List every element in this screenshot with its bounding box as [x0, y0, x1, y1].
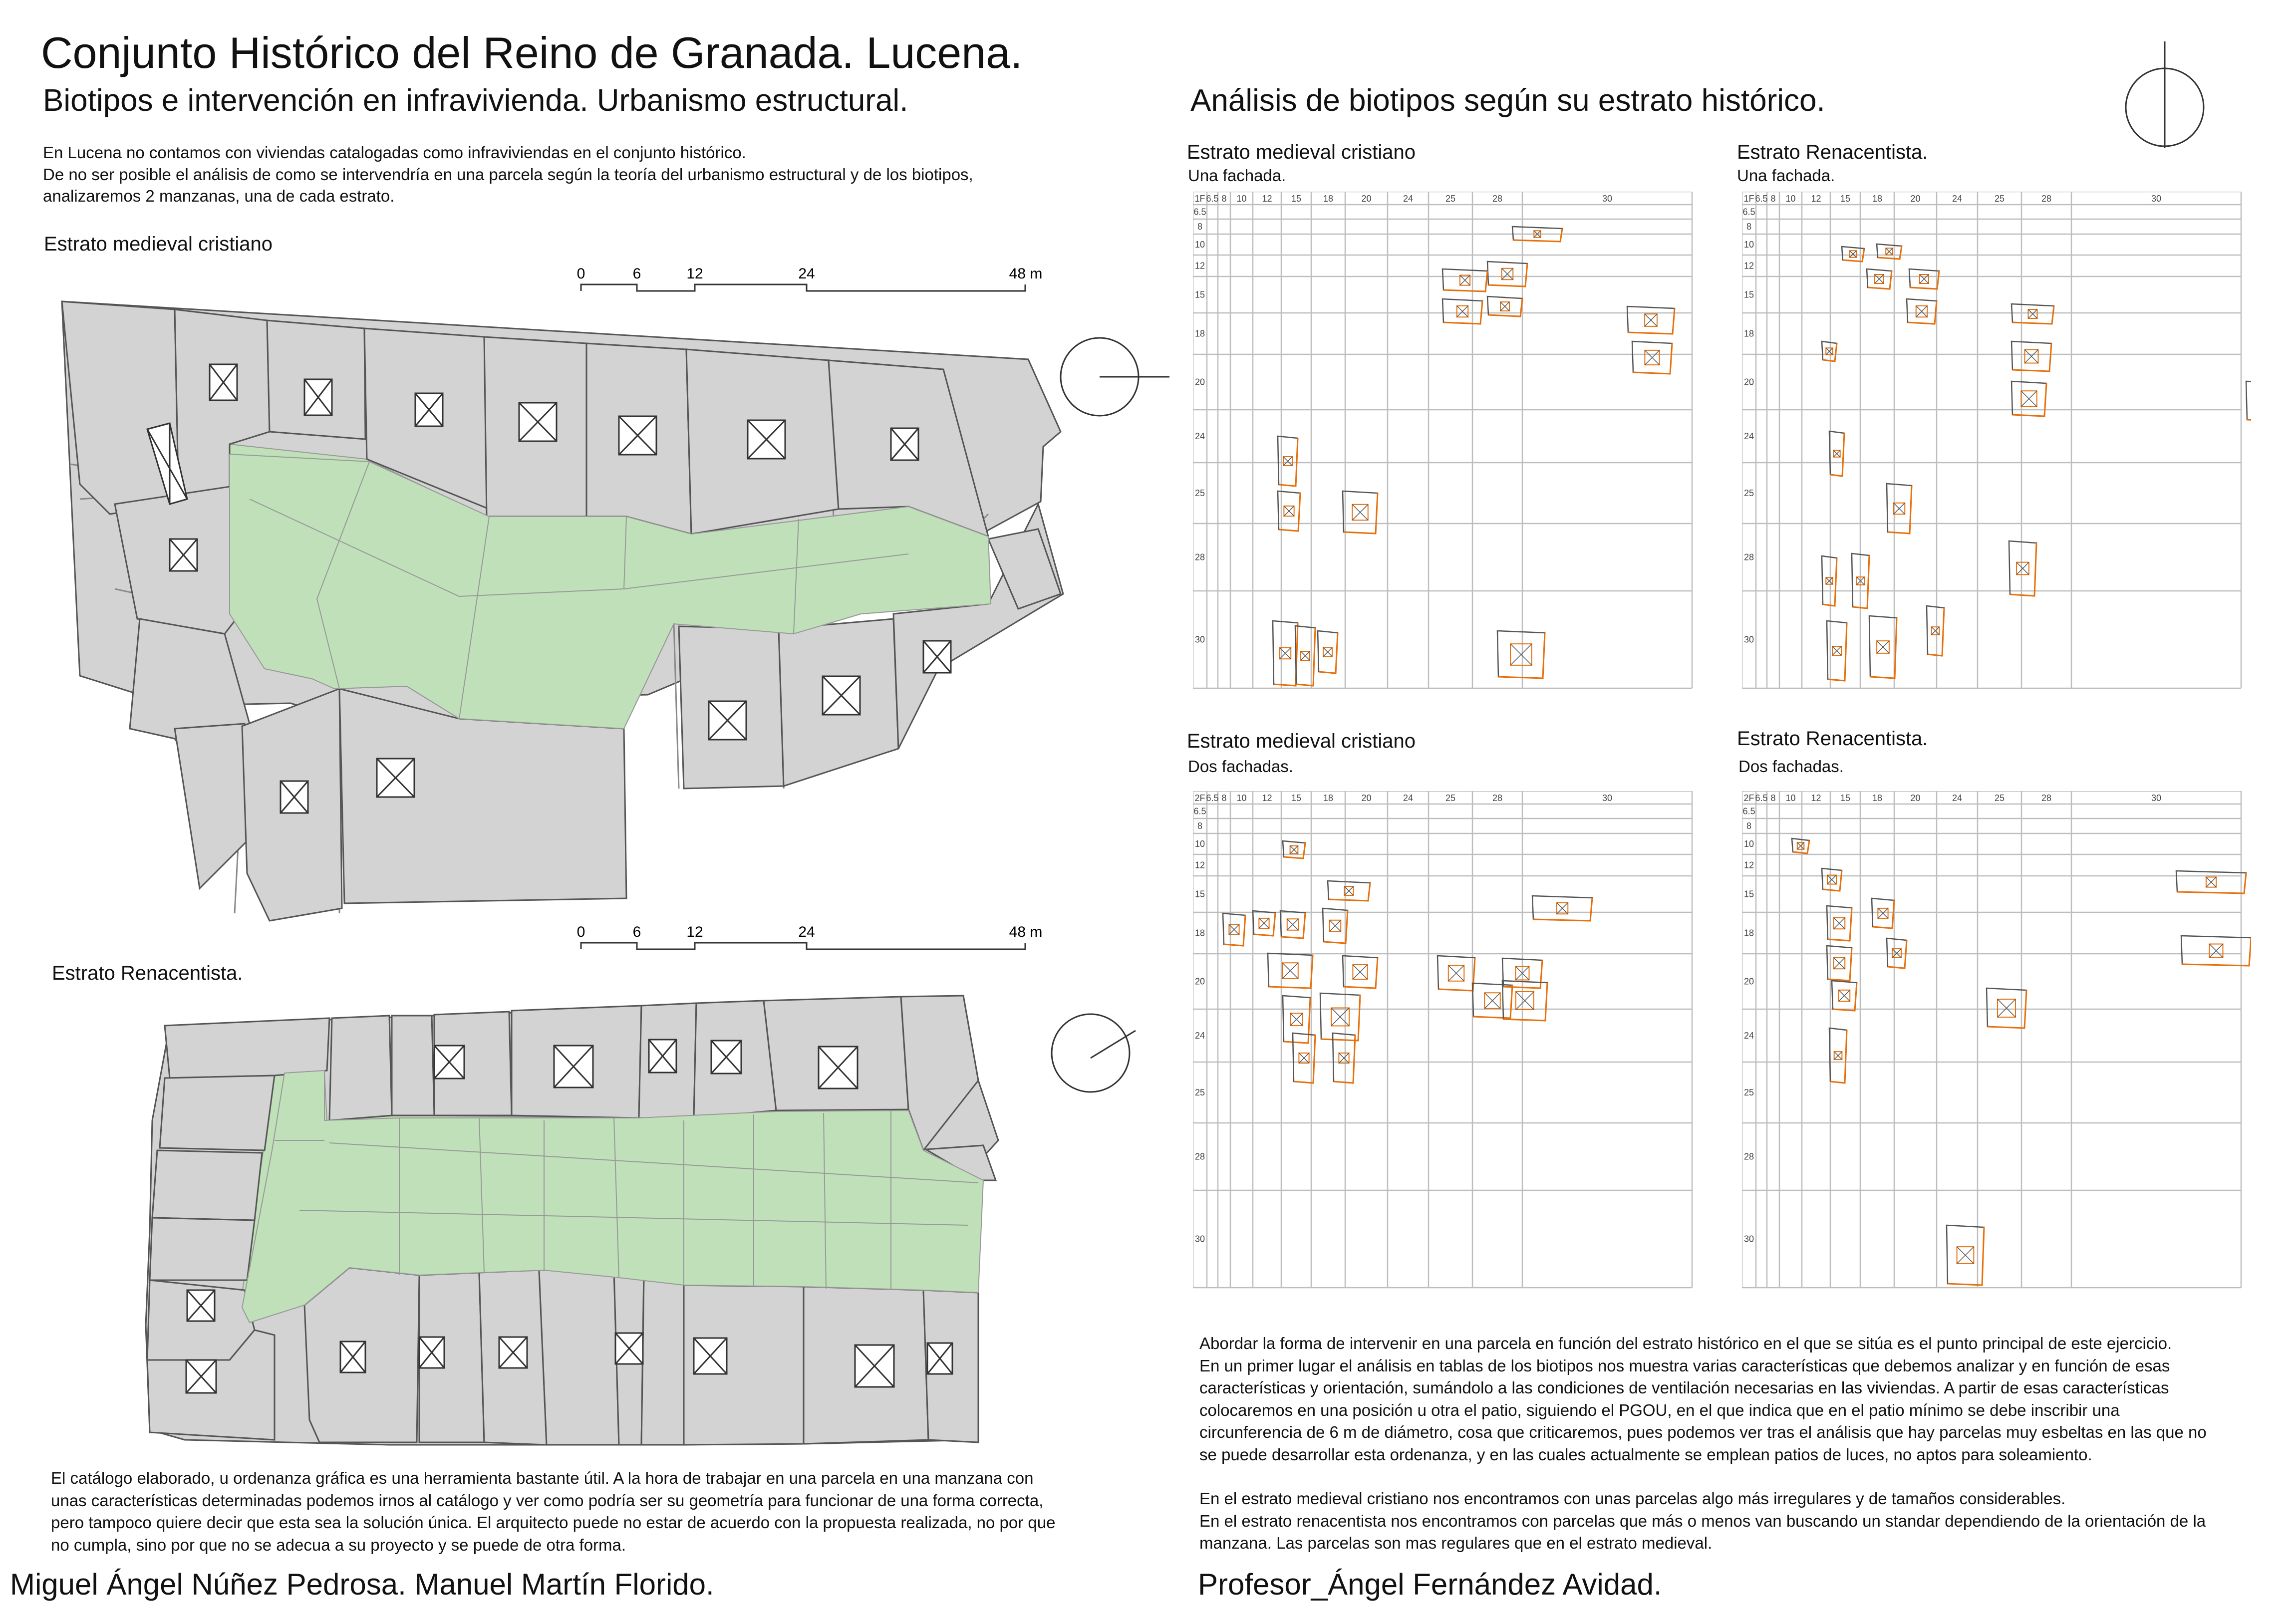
table1-subtitle: Una fachada. — [1188, 166, 1286, 185]
row-label: 10 — [1194, 839, 1205, 849]
row-label: 15 — [1194, 889, 1205, 899]
parcel-sketch — [1532, 896, 1592, 921]
column-label: 24 — [1403, 194, 1414, 204]
table3-grid — [1193, 791, 1702, 1290]
row-label: 30 — [1743, 634, 1754, 645]
scale-bar-renacentista — [574, 920, 1053, 960]
row-label: 18 — [1743, 328, 1754, 339]
column-label: 28 — [1492, 194, 1503, 204]
parcel-sketch — [1869, 616, 1897, 678]
table1-title: Estrato medieval cristiano — [1187, 141, 1416, 163]
row-label: 28 — [1743, 1151, 1754, 1162]
row-label: 10 — [1194, 240, 1205, 250]
parcel-sketch — [1437, 956, 1475, 991]
parcel-sketch — [1832, 981, 1857, 1011]
column-label: 18 — [1872, 194, 1883, 204]
text-line: manzana. Las parcelas son mas regulares que en el estrato medieval. — [1199, 1534, 1713, 1553]
column-label: 10 — [1785, 194, 1796, 204]
column-label: 6.5 — [1755, 793, 1768, 803]
parcel-sketch — [1283, 841, 1305, 858]
parcel-sketch — [1792, 838, 1809, 853]
column-label: 12 — [1262, 194, 1272, 204]
analysis-text — [1199, 1333, 2288, 1555]
page-subtitle: Biotipos e intervención en infravivienda. Urbanismo estructural. — [43, 83, 908, 118]
row-label: 8 — [1197, 222, 1203, 232]
parcel-sketch — [1927, 606, 1944, 656]
parcel-sketch — [2011, 381, 2046, 416]
analysis-title: Análisis de biotipos según su estrato histórico. — [1190, 83, 1825, 118]
parcel-sketch — [1909, 269, 1939, 289]
parcel-sketch — [1632, 341, 1672, 374]
text-line: se puede desarrollar esta ordenanza, y en las cuales actualmente se emplean patios de luces, no aptos para soleamiento. — [1199, 1445, 2092, 1464]
column-label: 25 — [1445, 793, 1456, 803]
column-label: 8 — [1770, 194, 1776, 204]
row-label: 30 — [1194, 1234, 1205, 1244]
parcel-sketch — [1442, 299, 1482, 324]
row-label: 15 — [1194, 289, 1205, 300]
north-arrow-icon — [2124, 37, 2224, 162]
text-line: Abordar la forma de intervenir en una parcela en función del estrato histórico en el que se sitúa es el punto principal de este ejercicio. — [1199, 1334, 2172, 1352]
parcel-sketch — [2009, 541, 2036, 596]
row-label: 30 — [1743, 1234, 1754, 1244]
parcel-sketch — [1872, 898, 1894, 928]
column-label: 24 — [1952, 194, 1963, 204]
text-line: no cumpla, sino por que no se adecua a su proyecto y se puede de otra forma. — [51, 1535, 626, 1554]
column-label: 30 — [2151, 793, 2162, 803]
row-label: 24 — [1194, 431, 1205, 441]
parcel-sketch — [1268, 953, 1313, 988]
row-label: 24 — [1194, 1031, 1205, 1041]
row-label: 12 — [1194, 261, 1205, 271]
column-label: 15 — [1840, 194, 1851, 204]
row-label: 28 — [1194, 552, 1205, 562]
parcel-sketch — [1487, 262, 1527, 286]
table4-subtitle: Dos fachadas. — [1738, 757, 1844, 776]
text-line: características y orientación, sumándolo a las condiciones de ventilación necesarias en las viviendas. A partir de esas características — [1199, 1378, 2169, 1397]
column-label: 6.5 — [1206, 194, 1219, 204]
parcel-sketch — [1442, 269, 1487, 291]
column-label: 25 — [1445, 194, 1456, 204]
column-label: 15 — [1291, 194, 1302, 204]
row-label: 20 — [1194, 976, 1205, 987]
parcel-sketch — [1822, 556, 1837, 606]
row-label: 10 — [1743, 839, 1754, 849]
column-label: 18 — [1323, 793, 1334, 803]
table-corner-label: 1F — [1194, 194, 1205, 204]
column-label: 28 — [2041, 793, 2052, 803]
column-label: 30 — [1602, 194, 1613, 204]
page-title: Conjunto Histórico del Reino de Granada. Lucena. — [41, 28, 1023, 77]
column-label: 8 — [1221, 793, 1227, 803]
parcel-sketch — [1822, 868, 1842, 891]
parcel-sketch — [1328, 881, 1370, 901]
row-label: 24 — [1743, 431, 1754, 441]
column-label: 12 — [1811, 194, 1821, 204]
column-label: 30 — [1602, 793, 1613, 803]
intro-line: En Lucena no contamos con viviendas catalogadas como infraviviendas en el conjunto histórico. — [43, 143, 746, 162]
parcel-sketch — [1343, 956, 1378, 988]
column-label: 10 — [1785, 793, 1796, 803]
text-line: En el estrato renacentista nos encontramos con parcelas que más o menos van buscando un standar dependiendo de la orientación de la — [1199, 1511, 2206, 1530]
table3-title: Estrato medieval cristiano — [1187, 730, 1416, 752]
row-label: 25 — [1743, 1087, 1754, 1097]
renacentista-plan-label: Estrato Renacentista. — [52, 962, 243, 984]
row-label: 6.5 — [1193, 806, 1206, 816]
scale-label: 0 — [576, 266, 585, 282]
row-label: 8 — [1746, 821, 1752, 831]
scale-label: 6 — [632, 266, 641, 282]
table2-grid — [1742, 192, 2251, 691]
table1-grid — [1193, 192, 1702, 691]
parcel-sketch — [1295, 626, 1315, 686]
column-label: 15 — [1840, 793, 1851, 803]
parcel-sketch — [1987, 988, 2026, 1028]
text-line: pero tampoco quiere decir que esta sea la solución única. El arquitecto puede no estar de acuerdo con la propuesta realizada, no por que — [51, 1513, 1056, 1532]
text-line: En un primer lugar el análisis en tablas de los biotipos nos muestra varias características que debemos analizar y en función de esas — [1199, 1356, 2170, 1375]
row-label: 20 — [1743, 976, 1754, 987]
parcel-sketch — [2246, 381, 2251, 421]
table-corner-label: 1F — [1743, 194, 1754, 204]
row-label: 15 — [1743, 889, 1754, 899]
table4-grid — [1742, 791, 2251, 1290]
parcel-sketch — [2176, 871, 2246, 893]
row-label: 8 — [1197, 821, 1203, 831]
row-label: 12 — [1743, 860, 1754, 870]
medieval-plan-label: Estrato medieval cristiano — [44, 233, 273, 255]
parcel-sketch — [1829, 431, 1844, 476]
column-label: 12 — [1262, 793, 1272, 803]
row-label: 18 — [1743, 928, 1754, 938]
row-label: 12 — [1194, 860, 1205, 870]
parcel-sketch — [1829, 1028, 1847, 1083]
parcel-sketch — [1253, 911, 1275, 936]
row-label: 18 — [1194, 328, 1205, 339]
scale-label: 0 — [576, 924, 585, 940]
row-label: 6.5 — [1193, 207, 1206, 217]
parcel-sketch — [1907, 299, 1937, 324]
column-label: 8 — [1770, 793, 1776, 803]
column-label: 10 — [1236, 194, 1247, 204]
row-label: 15 — [1743, 289, 1754, 300]
authors: Miguel Ángel Núñez Pedrosa. Manuel Martín Florido. — [10, 1568, 714, 1601]
column-label: 20 — [1361, 793, 1372, 803]
row-label: 12 — [1743, 261, 1754, 271]
parcel-sketch — [2011, 341, 2051, 371]
parcel-sketch — [1497, 631, 1545, 678]
column-label: 25 — [1994, 793, 2005, 803]
row-label: 28 — [1743, 552, 1754, 562]
row-label: 18 — [1194, 928, 1205, 938]
row-label: 8 — [1746, 222, 1752, 232]
row-label: 20 — [1194, 377, 1205, 387]
text-line: unas características determinadas podemos irnos al catálogo y ver como podría ser su geometría para funcionar de una forma correcta, — [51, 1491, 1044, 1510]
column-label: 6.5 — [1206, 793, 1219, 803]
row-label: 6.5 — [1742, 806, 1755, 816]
column-label: 30 — [2151, 194, 2162, 204]
column-label: 15 — [1291, 793, 1302, 803]
text-line: colocaremos en una posición u otra el patio, siguiendo el PGOU, en el que indica que en el patio mínimo se debe inscribir una — [1199, 1400, 2120, 1419]
north-arrow-renacentista-icon — [1048, 1008, 1168, 1108]
scale-label: 48 m — [1009, 266, 1043, 282]
parcel-sketch — [1627, 306, 1675, 334]
scale-label: 24 — [798, 924, 815, 940]
column-label: 10 — [1236, 793, 1247, 803]
table-corner-label: 2F — [1743, 793, 1754, 803]
column-label: 6.5 — [1755, 194, 1768, 204]
parcel-sketch — [2011, 304, 2054, 324]
table4-title: Estrato Renacentista. — [1737, 728, 1928, 750]
medieval-block-plan — [50, 289, 1073, 933]
text-line: El catálogo elaborado, u ordenanza gráfica es una herramienta bastante útil. A la hora de trabajar en una parcela en una manzana con — [51, 1469, 1034, 1487]
column-label: 24 — [1403, 793, 1414, 803]
intro-line: analizaremos 2 manzanas, una de cada estrato. — [43, 187, 395, 206]
row-label: 20 — [1743, 377, 1754, 387]
column-label: 20 — [1910, 194, 1921, 204]
professor: Profesor_Ángel Fernández Avidad. — [1198, 1568, 1662, 1601]
column-label: 20 — [1361, 194, 1372, 204]
scale-label: 12 — [686, 924, 703, 940]
table3-subtitle: Dos fachadas. — [1188, 757, 1293, 776]
renacentista-block-plan — [140, 991, 1058, 1462]
row-label: 25 — [1194, 1087, 1205, 1097]
parcel-sketch — [1822, 341, 1837, 361]
parcel-sketch — [1280, 911, 1305, 938]
column-label: 28 — [2041, 194, 2052, 204]
column-label: 8 — [1221, 194, 1227, 204]
scale-label: 6 — [632, 924, 641, 940]
table2-title: Estrato Renacentista. — [1737, 141, 1928, 163]
north-arrow-medieval-icon — [1057, 334, 1177, 429]
parcel-sketch — [1947, 1225, 1984, 1285]
column-label: 12 — [1811, 793, 1821, 803]
intro-text — [43, 142, 1141, 207]
row-label: 10 — [1743, 240, 1754, 250]
row-label: 28 — [1194, 1151, 1205, 1162]
row-label: 30 — [1194, 634, 1205, 645]
column-label: 28 — [1492, 793, 1503, 803]
catalog-text — [51, 1467, 1149, 1556]
column-label: 20 — [1910, 793, 1921, 803]
column-label: 25 — [1994, 194, 2005, 204]
intro-line: De no ser posible el análisis de como se intervendría en una parcela según la teoría del urbanismo estructural y de los biotipos, — [43, 165, 973, 184]
table-corner-label: 2F — [1194, 793, 1205, 803]
parcel-sketch — [1223, 913, 1245, 946]
parcel-sketch — [1318, 631, 1338, 673]
column-label: 24 — [1952, 793, 1963, 803]
text-line: En el estrato medieval cristiano nos encontramos con unas parcelas algo más irregulares y de tamaños considerables. — [1199, 1489, 2066, 1508]
row-label: 6.5 — [1742, 207, 1755, 217]
parcel-sketch — [1283, 996, 1310, 1043]
scale-label: 12 — [686, 266, 703, 282]
column-label: 18 — [1323, 194, 1334, 204]
row-label: 25 — [1194, 488, 1205, 498]
parcel-sketch — [1867, 269, 1892, 289]
row-label: 24 — [1743, 1031, 1754, 1041]
parcel-sketch — [1343, 491, 1378, 534]
row-label: 25 — [1743, 488, 1754, 498]
parcel-sketch — [1472, 983, 1512, 1018]
table2-subtitle: Una fachada. — [1737, 166, 1835, 185]
parcel-sketch — [1323, 908, 1348, 943]
parcel-sketch — [1273, 621, 1298, 686]
scale-label: 24 — [798, 266, 815, 282]
parcel-sketch — [1877, 244, 1902, 259]
scale-label: 48 m — [1009, 924, 1043, 940]
parcel-sketch — [1887, 484, 1912, 534]
text-line: circunferencia de 6 m de diámetro, cosa que criticaremos, pues podemos ver tras el análisis que hay parcelas muy esbeltas en las que no — [1199, 1423, 2207, 1442]
column-label: 18 — [1872, 793, 1883, 803]
